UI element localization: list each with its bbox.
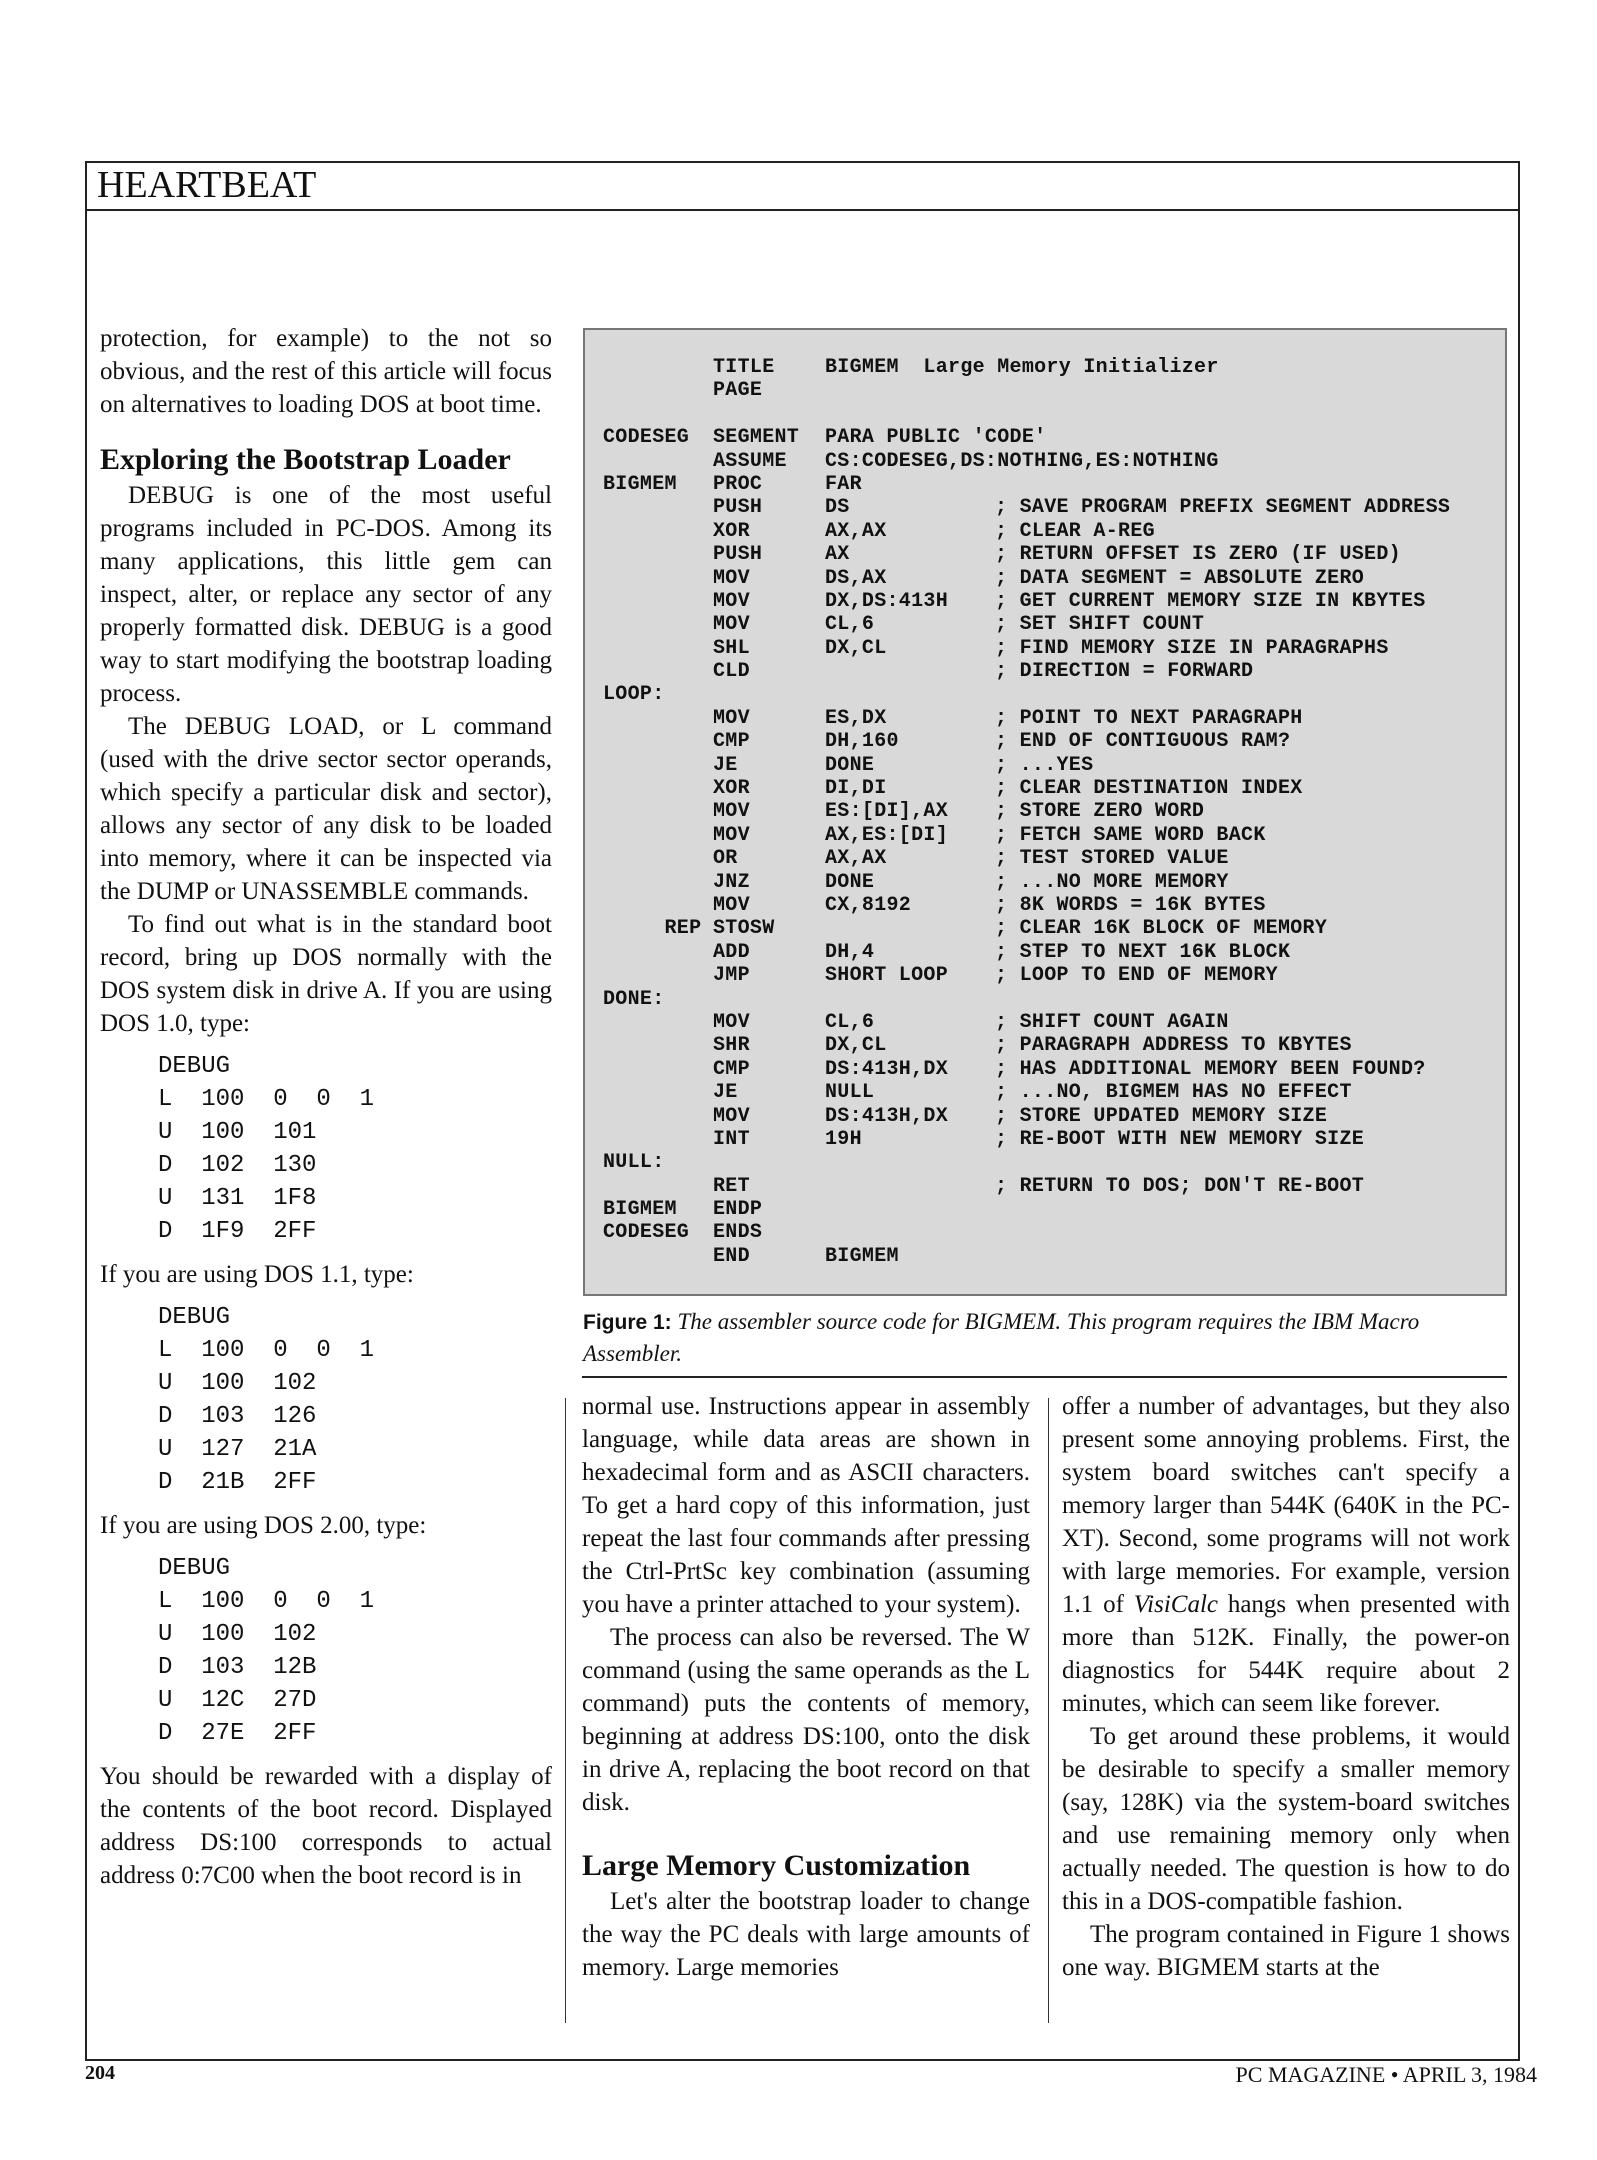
code-op: PROC bbox=[713, 472, 763, 496]
code-arg: DH,4 bbox=[825, 940, 875, 964]
code-lbl: DONE: bbox=[603, 987, 665, 1011]
code-line bbox=[603, 379, 1450, 402]
code-op: XOR bbox=[713, 777, 750, 801]
section-header: HEARTBEAT bbox=[85, 161, 1520, 211]
code-op: MOV bbox=[713, 893, 750, 917]
code-line bbox=[603, 1221, 1450, 1244]
code-line bbox=[603, 660, 1450, 683]
code-line bbox=[603, 450, 1450, 473]
code-op: SHR bbox=[713, 1034, 750, 1058]
column-left bbox=[100, 322, 552, 1892]
code-cm: ; RETURN OFFSET IS ZERO (IF USED) bbox=[995, 543, 1401, 567]
code-cm: ; SHIFT COUNT AGAIN bbox=[995, 1010, 1229, 1034]
code-op: MOV bbox=[713, 566, 750, 590]
code-arg: DONE bbox=[825, 753, 875, 777]
code-line bbox=[603, 1105, 1450, 1128]
paragraph: Let's alter the bootstrap loader to change the way the PC deals with large amounts of memory. Large memories bbox=[582, 1888, 1030, 1981]
code-line bbox=[603, 754, 1450, 777]
code-lbl: CODESEG bbox=[603, 1221, 690, 1245]
code-arg: DX,DS:413H bbox=[825, 589, 949, 613]
code-arg: DONE bbox=[825, 870, 875, 894]
code-line bbox=[603, 1034, 1450, 1057]
code-line bbox=[603, 871, 1450, 894]
code-op: OR bbox=[713, 847, 738, 871]
code-cm: ; LOOP TO END OF MEMORY bbox=[995, 964, 1278, 988]
code-arg: CX,8192 bbox=[825, 893, 912, 917]
code-cm: ; CLEAR A-REG bbox=[995, 519, 1155, 543]
code-cm: ; RE-BOOT WITH NEW MEMORY SIZE bbox=[995, 1127, 1365, 1151]
code-op: MOV bbox=[713, 1104, 750, 1128]
code-cm: ; DATA SEGMENT = ABSOLUTE ZERO bbox=[995, 566, 1365, 590]
code-op: ENDS bbox=[713, 1221, 763, 1245]
code-line bbox=[603, 707, 1450, 730]
code-line bbox=[603, 637, 1450, 660]
code-line bbox=[603, 894, 1450, 917]
code-cm: ; ...YES bbox=[995, 753, 1094, 777]
code-cm: ; FETCH SAME WORD BACK bbox=[995, 823, 1266, 847]
code-op: JNZ bbox=[713, 870, 750, 894]
debug-commands-dos10: DEBUG L 100 0 0 1 U 100 101 D 102 130 U 131 1F8 D 1F9 2FF bbox=[158, 1053, 375, 1245]
paragraph: If you are using DOS 2.00, type: bbox=[100, 1512, 427, 1539]
code-line bbox=[603, 1058, 1450, 1081]
figure-caption-text: The assembler source code for BIGMEM. This program requires the IBM Macro Assembler. bbox=[583, 1309, 1420, 1366]
figure-code-listing bbox=[583, 328, 1507, 1296]
code-line bbox=[603, 730, 1450, 753]
code-arg: 19H bbox=[825, 1127, 862, 1151]
figure-label: Figure 1: bbox=[583, 1311, 672, 1334]
code-arg: CL,6 bbox=[825, 1010, 875, 1034]
paragraph: The program contained in Figure 1 shows one way. BIGMEM starts at the bbox=[1062, 1921, 1510, 1981]
code-cm: ; HAS ADDITIONAL MEMORY BEEN FOUND? bbox=[995, 1057, 1426, 1081]
code-lbl: REP bbox=[603, 917, 702, 941]
code-arg: BIGMEM Large Memory Initializer bbox=[825, 356, 1219, 379]
magazine-footer: PC MAGAZINE • APRIL 3, 1984 bbox=[1235, 2062, 1537, 2087]
code-op: MOV bbox=[713, 613, 750, 637]
code-line bbox=[603, 1151, 1450, 1174]
paragraph: protection, for example) to the not so obvious, and the rest of this article will focus on alternatives to loading DOS at boot time. bbox=[100, 325, 552, 418]
code-cm: ; STORE ZERO WORD bbox=[995, 800, 1205, 824]
code-op: PUSH bbox=[713, 496, 763, 520]
code-line bbox=[603, 824, 1450, 847]
code-op: MOV bbox=[713, 800, 750, 824]
paragraph: To get around these problems, it would be desirable to specify a smaller memory (say, 128K) via the system-board switches and use remaining memory only when actually needed. The question is how to do this in a DOS-compatible fashion. bbox=[1062, 1723, 1510, 1915]
code-line bbox=[603, 590, 1450, 613]
code-op: CMP bbox=[713, 1057, 750, 1081]
code-cm: ; END OF CONTIGUOUS RAM? bbox=[995, 730, 1291, 754]
code-cm: ; DIRECTION = FORWARD bbox=[995, 660, 1254, 684]
code-arg: BIGMEM bbox=[825, 1244, 899, 1268]
code-cm: ; TEST STORED VALUE bbox=[995, 847, 1229, 871]
code-arg: CS:CODESEG,DS:NOTHING,ES:NOTHING bbox=[825, 449, 1219, 473]
debug-commands-dos11: DEBUG L 100 0 0 1 U 100 102 D 103 126 U 127 21A D 21B 2FF bbox=[158, 1304, 375, 1496]
code-line bbox=[603, 567, 1450, 590]
code-cm: ; PARAGRAPH ADDRESS TO KBYTES bbox=[995, 1034, 1352, 1058]
subheading: Exploring the Bootstrap Loader bbox=[100, 443, 511, 476]
code-op: END bbox=[713, 1244, 750, 1268]
code-cm: ; RETURN TO DOS; DON'T RE-BOOT bbox=[995, 1174, 1365, 1198]
code-arg: DX,CL bbox=[825, 636, 887, 660]
code-cm: ; STEP TO NEXT 16K BLOCK bbox=[995, 940, 1291, 964]
code-line bbox=[603, 988, 1450, 1011]
code-arg: DS,AX bbox=[825, 566, 887, 590]
paragraph: If you are using DOS 1.1, type: bbox=[100, 1261, 414, 1288]
code-arg: FAR bbox=[825, 472, 862, 496]
code-line bbox=[603, 403, 1450, 426]
code-line bbox=[603, 964, 1450, 987]
code-line bbox=[603, 1245, 1450, 1268]
code-arg: AX,AX bbox=[825, 847, 887, 871]
code-line bbox=[603, 1175, 1450, 1198]
paragraph: To find out what is in the standard boot record, bring up DOS normally with the DOS system disk in drive A. If you are using DOS 1.0, type: bbox=[100, 911, 552, 1037]
assembler-source bbox=[603, 356, 1450, 1268]
column-right bbox=[1062, 1390, 1510, 1984]
code-op: MOV bbox=[713, 823, 750, 847]
code-cm: ; ...NO, BIGMEM HAS NO EFFECT bbox=[995, 1081, 1352, 1105]
code-line bbox=[603, 496, 1450, 519]
code-op: JE bbox=[713, 1081, 738, 1105]
code-op: PAGE bbox=[713, 379, 763, 403]
code-arg: DS bbox=[825, 496, 850, 520]
code-op: JE bbox=[713, 753, 738, 777]
code-cm: ; CLEAR 16K BLOCK OF MEMORY bbox=[995, 917, 1328, 941]
code-line bbox=[603, 800, 1450, 823]
code-arg: AX,ES:[DI] bbox=[825, 823, 949, 847]
code-arg: DH,160 bbox=[825, 730, 899, 754]
code-op: RET bbox=[713, 1174, 750, 1198]
column-divider bbox=[1048, 1398, 1049, 2023]
code-arg: ES:[DI],AX bbox=[825, 800, 949, 824]
code-op: MOV bbox=[713, 706, 750, 730]
paragraph: The process can also be reversed. The W command (using the same operands as the L command) puts the contents of memory, beginning at address DS:100, onto the disk in drive A, replacing the boot record on that disk. bbox=[582, 1624, 1030, 1816]
code-cm: ; CLEAR DESTINATION INDEX bbox=[995, 777, 1303, 801]
code-cm: ; STORE UPDATED MEMORY SIZE bbox=[995, 1104, 1328, 1128]
code-cm: ; GET CURRENT MEMORY SIZE IN KBYTES bbox=[995, 589, 1426, 613]
paragraph: The DEBUG LOAD, or L command (used with the drive sector sector operands, which specify a particular disk and sector), allows any sector of any disk to be loaded into memory, where it can be inspected via the DUMP or UNASSEMBLE commands. bbox=[100, 713, 552, 905]
code-line bbox=[603, 543, 1450, 566]
code-cm: ; FIND MEMORY SIZE IN PARAGRAPHS bbox=[995, 636, 1389, 660]
code-lbl: BIGMEM bbox=[603, 472, 677, 496]
page-number: 204 bbox=[85, 2062, 115, 2084]
code-lbl: BIGMEM bbox=[603, 1198, 677, 1222]
code-line bbox=[603, 473, 1450, 496]
code-op: CMP bbox=[713, 730, 750, 754]
code-line bbox=[603, 683, 1450, 706]
code-lbl: NULL: bbox=[603, 1151, 665, 1175]
code-arg: AX bbox=[825, 543, 850, 567]
code-lbl: LOOP: bbox=[603, 683, 665, 707]
paragraph: You should be rewarded with a display of the contents of the boot record. Displayed address DS:100 corresponds to actual address 0:7C00 when the boot record is in bbox=[100, 1763, 552, 1889]
code-arg: DS:413H,DX bbox=[825, 1104, 949, 1128]
code-op: ENDP bbox=[713, 1198, 763, 1222]
code-op: JMP bbox=[713, 964, 750, 988]
code-line bbox=[603, 613, 1450, 636]
code-op: TITLE bbox=[713, 356, 775, 379]
paragraph: normal use. Instructions appear in assembly language, while data areas are shown in hexadecimal form and as ASCII characters. To get a hard copy of this information, just repeat the last four commands after pressing the Ctrl-PrtSc key combination (assuming you have a printer attached to your system). bbox=[582, 1393, 1030, 1618]
code-arg: AX,AX bbox=[825, 519, 887, 543]
code-arg: DS:413H,DX bbox=[825, 1057, 949, 1081]
code-arg: CL,6 bbox=[825, 613, 875, 637]
code-arg: NULL bbox=[825, 1081, 875, 1105]
code-cm: ; 8K WORDS = 16K BYTES bbox=[995, 893, 1266, 917]
code-op: ASSUME bbox=[713, 449, 787, 473]
text-span: hangs when presented with more than 512K. Finally, the power-on diagnostics for 544K require about 2 minutes, which can seem like forever. bbox=[1062, 1591, 1511, 1717]
subheading: Large Memory Customization bbox=[582, 1849, 971, 1882]
code-op: SEGMENT bbox=[713, 426, 800, 450]
code-arg: DX,CL bbox=[825, 1034, 887, 1058]
code-line bbox=[603, 777, 1450, 800]
code-line bbox=[603, 520, 1450, 543]
paragraph bbox=[1062, 1390, 1510, 1720]
paragraph: DEBUG is one of the most useful programs included in PC-DOS. Among its many applications, this little gem can inspect, alter, or replace any sector of any properly formatted disk. DEBUG is a good way to start modifying the bootstrap loading process. bbox=[100, 482, 552, 707]
code-op: ADD bbox=[713, 940, 750, 964]
code-op: MOV bbox=[713, 589, 750, 613]
code-arg: ES,DX bbox=[825, 706, 887, 730]
code-arg: DI,DI bbox=[825, 777, 887, 801]
code-op: STOSW bbox=[713, 917, 775, 941]
code-cm: ; POINT TO NEXT PARAGRAPH bbox=[995, 706, 1303, 730]
code-line bbox=[603, 1128, 1450, 1151]
code-arg: PARA PUBLIC 'CODE' bbox=[825, 426, 1047, 450]
code-line bbox=[603, 356, 1450, 379]
code-line bbox=[603, 847, 1450, 870]
product-title: VisiCalc bbox=[1133, 1591, 1218, 1618]
code-op: INT bbox=[713, 1127, 750, 1151]
code-lbl: CODESEG bbox=[603, 426, 690, 450]
code-line bbox=[603, 1198, 1450, 1221]
code-op: SHL bbox=[713, 636, 750, 660]
column-divider bbox=[565, 1398, 566, 2023]
divider bbox=[582, 1376, 1507, 1378]
code-arg: SHORT LOOP bbox=[825, 964, 949, 988]
code-op: XOR bbox=[713, 519, 750, 543]
code-line bbox=[603, 1081, 1450, 1104]
debug-commands-dos200: DEBUG L 100 0 0 1 U 100 102 D 103 12B U 12C 27D D 27E 2FF bbox=[158, 1555, 375, 1747]
code-op: CLD bbox=[713, 660, 750, 684]
text-span: offer a number of advantages, but they also present some annoying problems. First, the system board switches can't specify a memory larger than 544K (640K in the PC-XT). Second, some programs will not work with large memories. For example, version 1.1 of bbox=[1062, 1393, 1510, 1618]
column-middle bbox=[582, 1390, 1030, 1984]
code-cm: ; SET SHIFT COUNT bbox=[995, 613, 1205, 637]
code-line bbox=[603, 426, 1450, 449]
code-cm: ; SAVE PROGRAM PREFIX SEGMENT ADDRESS bbox=[995, 496, 1451, 520]
code-line bbox=[603, 1011, 1450, 1034]
figure-caption bbox=[583, 1306, 1483, 1369]
code-line bbox=[603, 941, 1450, 964]
code-line bbox=[603, 917, 1450, 940]
code-cm: ; ...NO MORE MEMORY bbox=[995, 870, 1229, 894]
code-op: MOV bbox=[713, 1010, 750, 1034]
code-op: PUSH bbox=[713, 543, 763, 567]
